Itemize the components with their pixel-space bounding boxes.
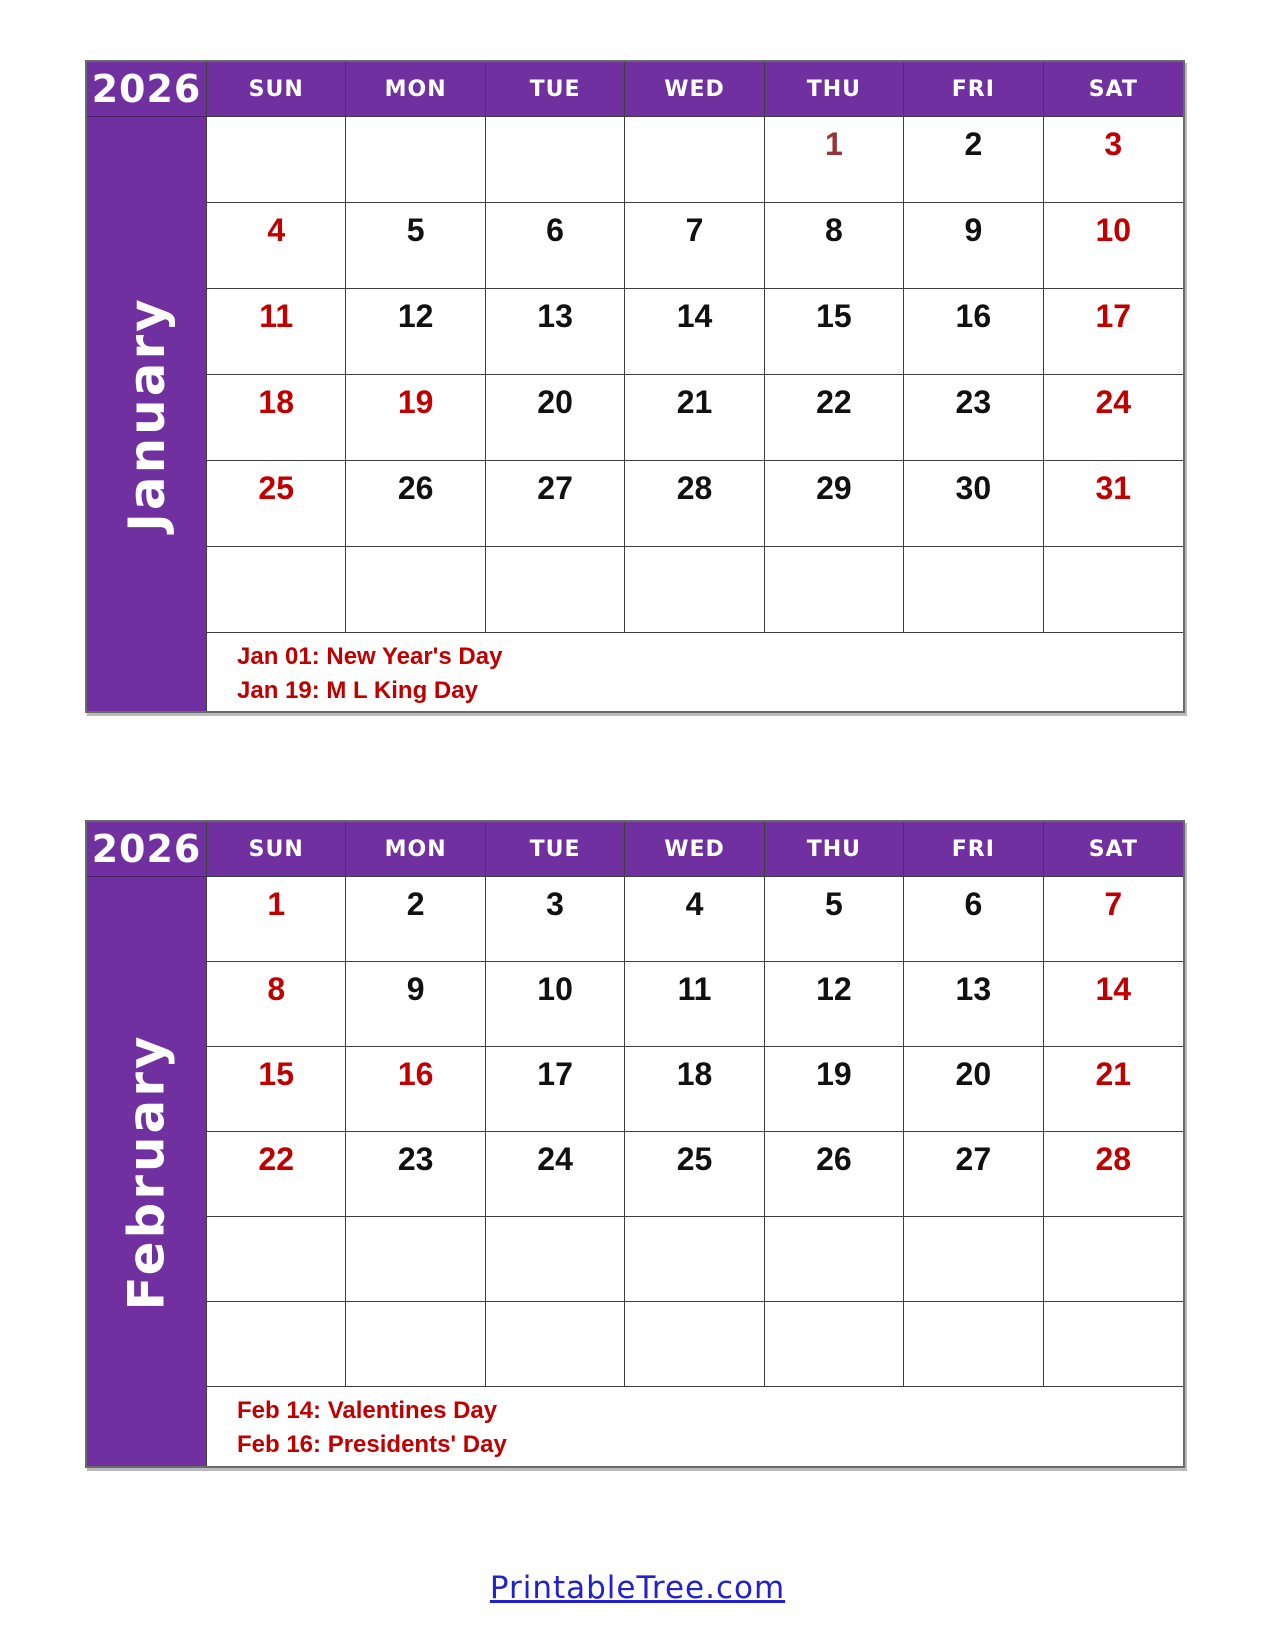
day-cell-february-12: 12 [765, 962, 904, 1047]
day-cell-january-21: 21 [625, 375, 764, 461]
day-cell-january-20: 20 [486, 375, 625, 461]
day-cell-february-22: 22 [207, 1132, 346, 1217]
day-cell-empty [346, 547, 485, 633]
day-cell-empty [207, 1217, 346, 1302]
day-cell-empty [207, 547, 346, 633]
day-cell-february-15: 15 [207, 1047, 346, 1132]
day-cell-empty [904, 547, 1043, 633]
january-calendar [85, 60, 1185, 713]
day-cell-february-20: 20 [904, 1047, 1043, 1132]
day-cell-january-6: 6 [486, 203, 625, 289]
day-cell-february-18: 18 [625, 1047, 764, 1132]
day-cell-january-3: 3 [1044, 117, 1183, 203]
day-cell-february-8: 8 [207, 962, 346, 1047]
day-cell-january-14: 14 [625, 289, 764, 375]
day-cell-empty [625, 117, 764, 203]
holiday-note: Feb 14: Valentines Day [237, 1397, 498, 1424]
day-cell-february-6: 6 [904, 877, 1043, 962]
day-cell-empty [346, 1302, 485, 1387]
day-cell-january-25: 25 [207, 461, 346, 547]
weekday-header-wed: WED [625, 62, 764, 117]
day-cell-february-11: 11 [625, 962, 764, 1047]
day-cell-february-4: 4 [625, 877, 764, 962]
day-cell-january-17: 17 [1044, 289, 1183, 375]
day-cell-january-29: 29 [765, 461, 904, 547]
day-cell-january-11: 11 [207, 289, 346, 375]
day-cell-february-16: 16 [346, 1047, 485, 1132]
day-cell-february-28: 28 [1044, 1132, 1183, 1217]
day-cell-february-24: 24 [486, 1132, 625, 1217]
day-cell-empty [1044, 547, 1183, 633]
day-cell-january-18: 18 [207, 375, 346, 461]
day-cell-empty [207, 117, 346, 203]
day-cell-january-7: 7 [625, 203, 764, 289]
day-cell-january-13: 13 [486, 289, 625, 375]
year-label: 2026 [87, 62, 207, 117]
day-cell-january-27: 27 [486, 461, 625, 547]
day-cell-february-19: 19 [765, 1047, 904, 1132]
day-cell-empty [486, 547, 625, 633]
day-cell-empty [207, 1302, 346, 1387]
day-cell-empty [346, 1217, 485, 1302]
weekday-header-wed: WED [625, 822, 764, 877]
day-cell-empty [904, 1217, 1043, 1302]
day-cell-february-27: 27 [904, 1132, 1043, 1217]
day-cell-january-5: 5 [346, 203, 485, 289]
day-cell-february-9: 9 [346, 962, 485, 1047]
day-cell-empty [625, 547, 764, 633]
month-label: January [117, 296, 176, 532]
day-cell-february-13: 13 [904, 962, 1043, 1047]
weekday-header-sat: SAT [1044, 62, 1183, 117]
day-cell-empty [1044, 1302, 1183, 1387]
day-cell-february-2: 2 [346, 877, 485, 962]
day-cell-february-7: 7 [1044, 877, 1183, 962]
day-cell-february-3: 3 [486, 877, 625, 962]
day-cell-empty [625, 1302, 764, 1387]
day-cell-february-26: 26 [765, 1132, 904, 1217]
month-sidebar [87, 117, 207, 711]
day-cell-february-21: 21 [1044, 1047, 1183, 1132]
day-cell-february-10: 10 [486, 962, 625, 1047]
footer-link[interactable]: PrintableTree.com [489, 1570, 786, 1606]
day-cell-january-16: 16 [904, 289, 1043, 375]
day-cell-january-9: 9 [904, 203, 1043, 289]
february-calendar [85, 820, 1185, 1468]
day-cell-empty [486, 117, 625, 203]
holiday-note: Jan 01: New Year's Day [237, 643, 503, 670]
day-cell-empty [1044, 1217, 1183, 1302]
weekday-header-mon: MON [346, 822, 485, 877]
month-sidebar [87, 877, 207, 1466]
day-cell-january-28: 28 [625, 461, 764, 547]
month-label: February [117, 1032, 176, 1311]
day-cell-january-12: 12 [346, 289, 485, 375]
day-cell-empty [486, 1217, 625, 1302]
weekday-header-tue: TUE [486, 822, 625, 877]
day-cell-january-31: 31 [1044, 461, 1183, 547]
day-cell-january-24: 24 [1044, 375, 1183, 461]
weekday-header-fri: FRI [904, 822, 1043, 877]
day-cell-february-23: 23 [346, 1132, 485, 1217]
day-cell-empty [346, 117, 485, 203]
holiday-note: Jan 19: M L King Day [237, 677, 478, 704]
holiday-note: Feb 16: Presidents' Day [237, 1431, 507, 1458]
day-cell-empty [486, 1302, 625, 1387]
day-cell-january-26: 26 [346, 461, 485, 547]
day-cell-february-17: 17 [486, 1047, 625, 1132]
day-cell-empty [625, 1217, 764, 1302]
day-cell-empty [765, 1302, 904, 1387]
day-cell-january-2: 2 [904, 117, 1043, 203]
weekday-header-mon: MON [346, 62, 485, 117]
weekday-header-sat: SAT [1044, 822, 1183, 877]
day-cell-january-22: 22 [765, 375, 904, 461]
day-cell-empty [765, 547, 904, 633]
day-cell-empty [765, 1217, 904, 1302]
day-cell-february-5: 5 [765, 877, 904, 962]
weekday-header-fri: FRI [904, 62, 1043, 117]
day-cell-empty [904, 1302, 1043, 1387]
weekday-header-thu: THU [765, 822, 904, 877]
day-cell-january-8: 8 [765, 203, 904, 289]
day-cell-january-19: 19 [346, 375, 485, 461]
weekday-header-sun: SUN [207, 62, 346, 117]
day-cell-january-1: 1 [765, 117, 904, 203]
day-cell-january-4: 4 [207, 203, 346, 289]
day-cell-january-10: 10 [1044, 203, 1183, 289]
day-cell-january-30: 30 [904, 461, 1043, 547]
day-cell-february-14: 14 [1044, 962, 1183, 1047]
day-cell-january-23: 23 [904, 375, 1043, 461]
day-cell-january-15: 15 [765, 289, 904, 375]
weekday-header-sun: SUN [207, 822, 346, 877]
day-cell-february-25: 25 [625, 1132, 764, 1217]
day-cell-february-1: 1 [207, 877, 346, 962]
holiday-notes [207, 1387, 1183, 1466]
holiday-notes [207, 633, 1183, 711]
footer [0, 1570, 1275, 1606]
weekday-header-tue: TUE [486, 62, 625, 117]
year-label: 2026 [87, 822, 207, 877]
weekday-header-thu: THU [765, 62, 904, 117]
